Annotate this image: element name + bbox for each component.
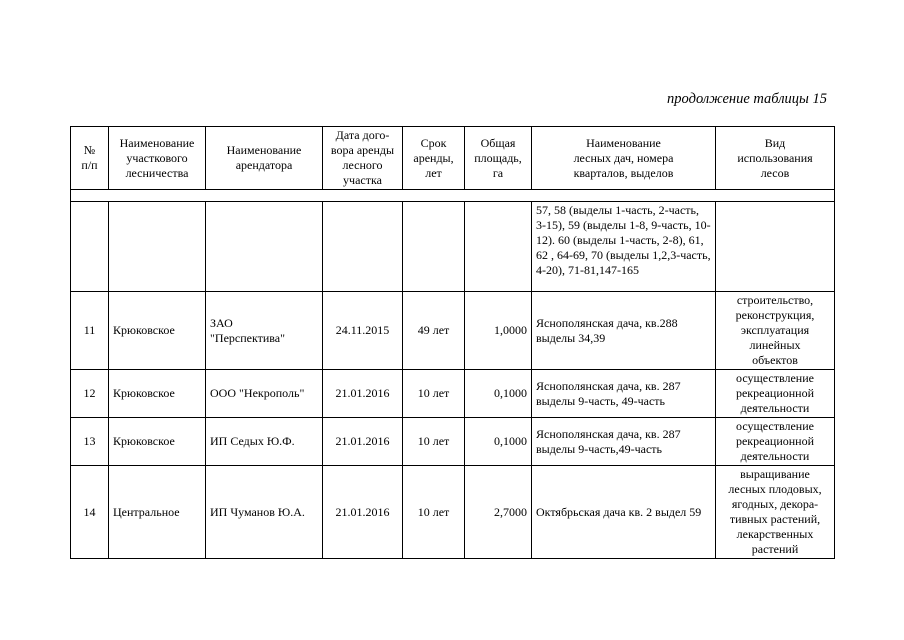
area-cell: 2,7000 [465, 466, 532, 559]
forestry-cell: Крюковское [109, 292, 206, 370]
empty-cell [71, 202, 109, 292]
use-cell: осуществление рекреационной деятельности [716, 418, 835, 466]
col-header-tenant: Наименование арендатора [206, 127, 323, 190]
term-cell: 49 лет [403, 292, 465, 370]
location-cell: Яснополянская дача, кв. 287 выделы 9-часть, 49-часть [532, 370, 716, 418]
empty-cell [323, 202, 403, 292]
term-cell: 10 лет [403, 370, 465, 418]
location-cell: Яснополянская дача, кв.288 выделы 34,39 [532, 292, 716, 370]
date-cell: 21.01.2016 [323, 418, 403, 466]
lease-table [70, 126, 835, 559]
col-header-lease-term: Срок аренды, лет [403, 127, 465, 190]
col-header-contract-date: Дата дого- вора аренды лесного участка [323, 127, 403, 190]
date-cell: 21.01.2016 [323, 370, 403, 418]
use-cell: выращивание лесных плодовых, ягодных, декора- тивных растений, лекарственных растений [716, 466, 835, 559]
col-header-location: Наименование лесных дач, номера кварталов, выделов [532, 127, 716, 190]
table-caption: продолжение таблицы 15 [667, 91, 827, 107]
term-cell: 10 лет [403, 466, 465, 559]
spacer-cell [71, 190, 835, 202]
location-cell: Яснополянская дача, кв. 287 выделы 9-часть,49-часть [532, 418, 716, 466]
use-cell: строительство, реконструкция, эксплуатация линейных объектов [716, 292, 835, 370]
area-cell: 1,0000 [465, 292, 532, 370]
spacer-row [71, 190, 835, 202]
location-continuation: 57, 58 (выделы 1-часть, 2-часть, 3-15), 59 (выделы 1-8, 9-часть, 10-12). 60 (выделы 1-часть, 2-8), 61, 62 , 64-69, 70 (выделы 1,2,3-часть, 4-20), 71-81,147-165 [532, 202, 716, 292]
forestry-cell: Центральное [109, 466, 206, 559]
table-row [71, 370, 835, 418]
tenant-cell: ИП Чуманов Ю.А. [206, 466, 323, 559]
row-number: 11 [71, 292, 109, 370]
location-cell: Октябрьская дача кв. 2 выдел 59 [532, 466, 716, 559]
date-cell: 21.01.2016 [323, 466, 403, 559]
date-cell: 24.11.2015 [323, 292, 403, 370]
tenant-cell: ИП Седых Ю.Ф. [206, 418, 323, 466]
header-row [71, 127, 835, 190]
term-cell: 10 лет [403, 418, 465, 466]
table-row [71, 418, 835, 466]
row-number: 12 [71, 370, 109, 418]
col-header-forestry: Наименование участкового лесничества [109, 127, 206, 190]
area-cell: 0,1000 [465, 370, 532, 418]
continuation-row [71, 202, 835, 292]
forestry-cell: Крюковское [109, 370, 206, 418]
col-header-forest-use: Вид использования лесов [716, 127, 835, 190]
empty-cell [716, 202, 835, 292]
empty-cell [465, 202, 532, 292]
row-number: 14 [71, 466, 109, 559]
tenant-cell: ЗАО "Перспектива" [206, 292, 323, 370]
table-row [71, 292, 835, 370]
col-header-total-area: Общая площадь, га [465, 127, 532, 190]
forestry-cell: Крюковское [109, 418, 206, 466]
col-header-number: № п/п [71, 127, 109, 190]
tenant-cell: ООО "Некрополь" [206, 370, 323, 418]
row-number: 13 [71, 418, 109, 466]
use-cell: осуществление рекреационной деятельности [716, 370, 835, 418]
area-cell: 0,1000 [465, 418, 532, 466]
empty-cell [206, 202, 323, 292]
empty-cell [109, 202, 206, 292]
table-row [71, 466, 835, 559]
empty-cell [403, 202, 465, 292]
